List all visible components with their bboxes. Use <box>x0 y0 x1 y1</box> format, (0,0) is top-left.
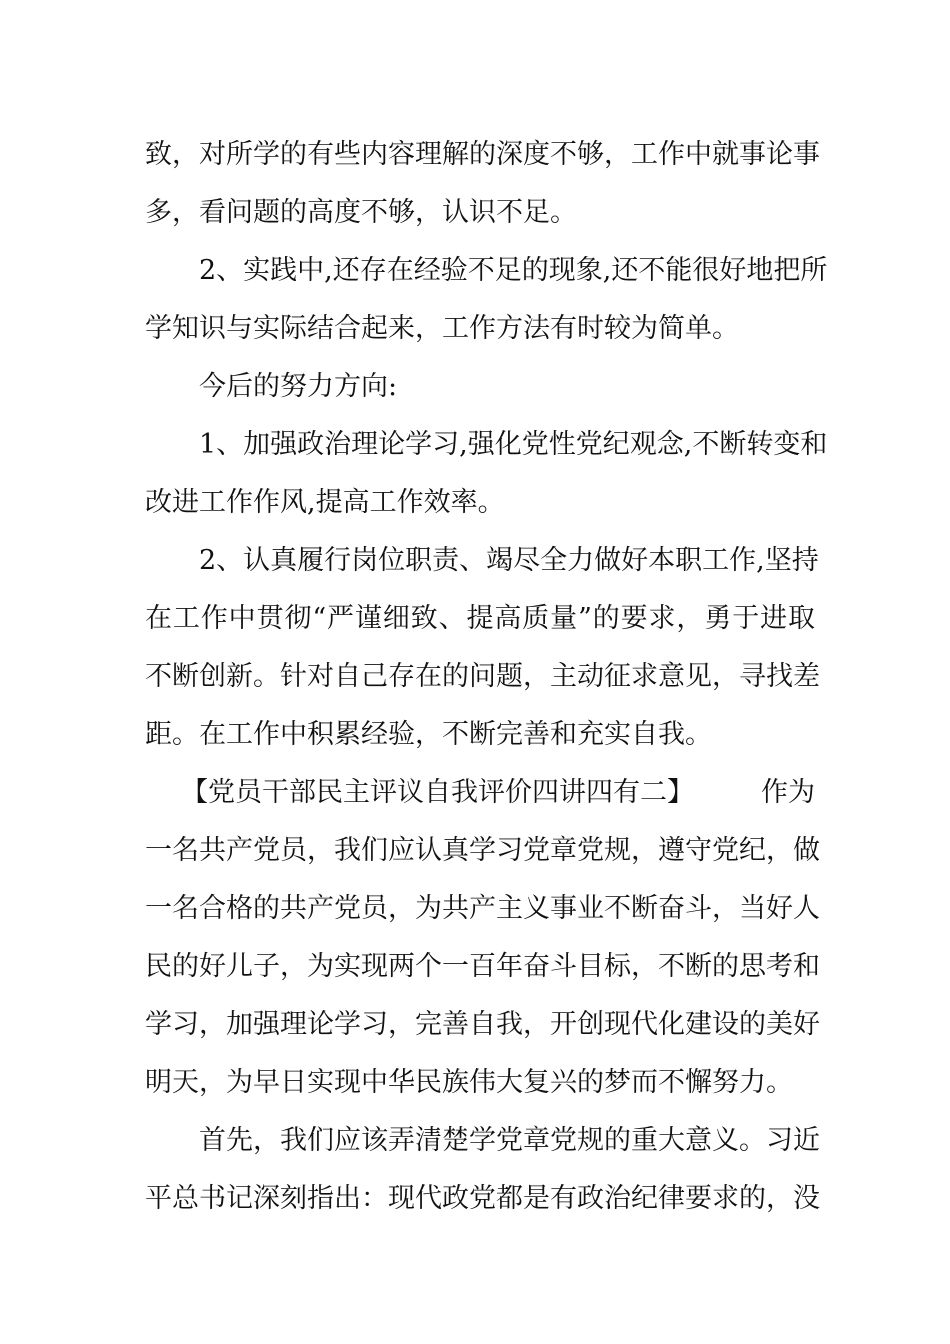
text-line: 民的好儿子，为实现两个一百年奋斗目标，不断的思考和 <box>145 951 820 982</box>
section-heading-line <box>145 764 815 822</box>
text-line: 在工作中贯彻“严谨细致、提高质量”的要求，勇于进取 <box>145 603 815 634</box>
text-line: 明天，为早日实现中华民族伟大复兴的梦而不懈努力。 <box>145 1067 793 1098</box>
text-line: 一名合格的共产党员，为共产主义事业不断奋斗，当好人 <box>145 893 820 924</box>
text-line: 学知识与实际结合起来，工作方法有时较为简单。 <box>145 313 739 344</box>
text-line: 学习，加强理论学习，完善自我，开创现代化建设的美好 <box>145 1009 820 1040</box>
text-line: 平总书记深刻指出：现代政党都是有政治纪律要求的，没 <box>145 1183 820 1214</box>
text-line: 不断创新。针对自己存在的问题，主动征求意见，寻找差 <box>145 661 820 692</box>
document-body <box>145 126 828 1228</box>
text-line: 多，看问题的高度不够，认识不足。 <box>145 197 577 228</box>
text-line: 1、加强政治理论学习,强化党性党纪观念,不断转变和 <box>199 429 828 460</box>
text-line: 致，对所学的有些内容理解的深度不够，工作中就事论事 <box>145 139 820 170</box>
text-line: 一名共产党员，我们应认真学习党章党规，遵守党纪，做 <box>145 835 820 866</box>
heading-trailing-text: 作为 <box>761 777 815 808</box>
section-heading: 【党员干部民主评议自我评价四讲四有二】 <box>181 777 694 808</box>
text-line: 改进工作作风,提高工作效率。 <box>145 487 505 518</box>
text-line: 首先，我们应该弄清楚学党章党规的重大意义。习近 <box>199 1125 820 1156</box>
text-line: 距。在工作中积累经验，不断完善和充实自我。 <box>145 719 712 750</box>
text-line: 2、认真履行岗位职责、竭尽全力做好本职工作,坚持 <box>199 545 819 576</box>
text-line: 今后的努力方向: <box>199 371 398 402</box>
text-line: 2、实践中,还存在经验不足的现象,还不能很好地把所 <box>199 255 828 286</box>
